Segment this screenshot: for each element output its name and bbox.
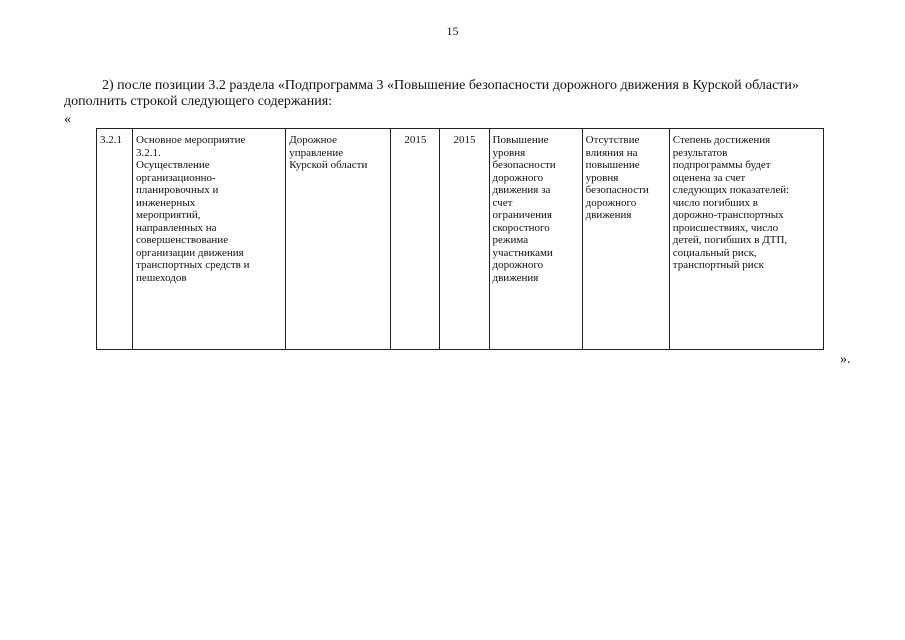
table-row bbox=[97, 129, 824, 350]
cell-executor: Дорожное управление Курской области bbox=[286, 129, 391, 350]
cell-start-year: 2015 bbox=[391, 129, 440, 350]
amendment-table bbox=[96, 128, 824, 350]
cell-indicators: Степень достижения результатов подпрограммы будет оценена за счет следующих показателей: число погибших в дорожно-транспортных происшествиях, число детей, погибших в ДТП, социальный риск, транспортный риск bbox=[669, 129, 823, 350]
cell-activity: Основное мероприятие 3.2.1. Осуществление организационно- планировочных и инженерных мероприятий, направленных на совершенствование организации движения транспортных средств и пешеходов bbox=[133, 129, 286, 350]
closing-quote: ». bbox=[840, 352, 851, 367]
cell-expected-result: Повышение уровня безопасности дорожного движения за счет ограничения скоростного режима участниками дорожного движения bbox=[489, 129, 582, 350]
amendment-intro bbox=[64, 78, 864, 110]
intro-line-2: дополнить строкой следующего содержания: bbox=[64, 94, 333, 109]
cell-consequences: Отсутствие влияния на повышение уровня безопасности дорожного движения bbox=[582, 129, 669, 350]
cell-end-year: 2015 bbox=[440, 129, 489, 350]
intro-line-1: 2) после позиции 3.2 раздела «Подпрограмма 3 «Повышение безопасности дорожного движения в Курской области» bbox=[102, 78, 799, 93]
opening-quote: « bbox=[64, 112, 71, 127]
page-number: 15 bbox=[446, 24, 459, 38]
cell-position: 3.2.1 bbox=[97, 129, 133, 350]
